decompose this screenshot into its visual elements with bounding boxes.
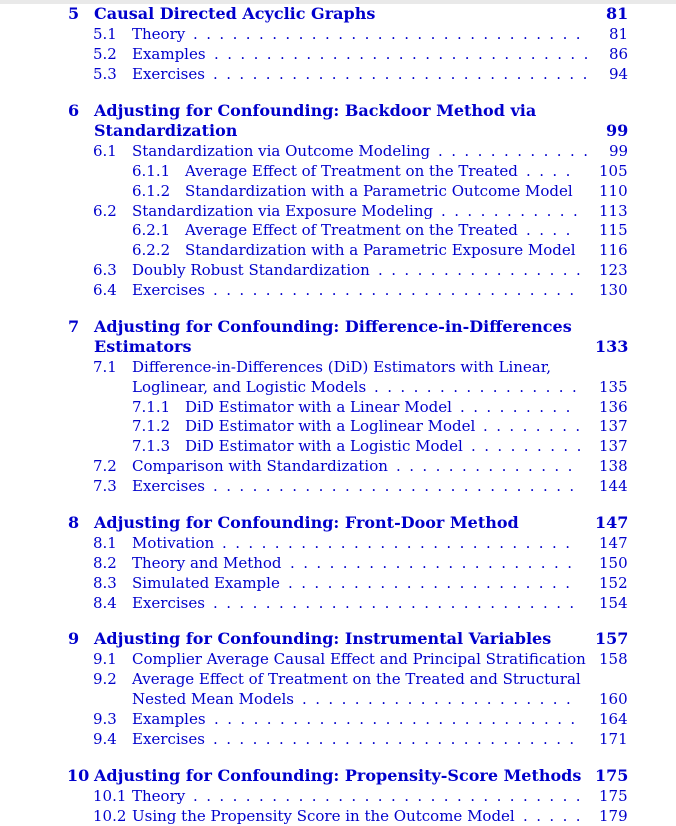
toc-section-entry[interactable] [0,377,676,397]
toc-chapter-entry[interactable] [0,766,676,786]
toc-chapter-entry[interactable] [0,337,676,357]
toc-entry-number: 7.2 [93,457,117,475]
toc-section-entry[interactable] [0,729,676,749]
toc-page-number: 115 [599,221,628,239]
toc-entry-title: Theory [132,787,186,805]
toc-page-number: 147 [599,534,628,552]
dot-leader: . . . . . . . . . . . . . . . . . . . . . . . . . . . . [213,730,575,748]
dot-leader: . . . . . . . . . . . . . . . . . . . . . . . . . . . . . . [193,25,581,43]
toc-page-number: 94 [609,65,629,83]
dot-leader: . . . . . . . . . . . . . . . . . . . . . . . . . . . . [214,710,576,728]
toc-entry-title: Average Effect of Treatment on the Treated [185,221,518,239]
toc-entry-number: 6 [68,101,80,120]
toc-entry-title: Doubly Robust Standardization [132,261,370,279]
toc-entry-title: Theory [132,25,186,43]
toc-entry-title: Examples [132,45,206,63]
toc-section-entry[interactable] [0,240,676,260]
toc-entry-title: Adjusting for Confounding: Instrumental Variables [94,629,552,648]
toc-chapter-entry[interactable] [0,121,676,141]
toc-entry-number: 10.1 [93,787,127,805]
toc-page-number: 147 [595,513,629,532]
toc-entry-number: 8.2 [93,554,117,572]
toc-entry-number: 6.2.2 [132,241,171,259]
toc-entry-number: 5.1 [93,25,117,43]
toc-page-number: 164 [599,710,628,728]
toc-section-entry[interactable] [0,806,676,826]
toc-section-entry[interactable] [0,44,676,64]
toc-page-number: 113 [599,202,628,220]
toc-entry-number: 7.3 [93,477,117,495]
toc-page-number: 133 [595,337,629,356]
toc-section-entry[interactable] [0,649,676,669]
toc-entry-number: 7.1.2 [132,417,171,435]
toc-entry-title: Complier Average Causal Effect and Principal Stratification [132,650,586,668]
toc-chapter-entry[interactable] [0,513,676,533]
dot-leader: . . . . . . . . . . . . . . . . . . . . . . . . . . . [222,534,570,552]
toc-page-number: 175 [599,787,628,805]
toc-entry-title: Adjusting for Confounding: Propensity-Score Methods [94,766,582,785]
dot-leader: . . . . . . . . . . . . . . . . . . . . . . . . . . . . . [214,45,589,63]
dot-leader: . . . . . . . . . . . . . . . . . . . . . . . . . . . . [213,477,575,495]
toc-entry-number: 6.2 [93,202,117,220]
toc-entry-number: 6.2.1 [132,221,171,239]
toc-page-number: 157 [595,629,629,648]
toc-entry-number: 6.1.2 [132,182,171,200]
toc-entry-title: Exercises [132,594,205,612]
toc-page-number: 144 [599,477,628,495]
toc-page-number: 158 [599,650,628,668]
toc-entry-title: Exercises [132,477,205,495]
toc-chapter-entry[interactable] [0,101,676,121]
toc-entry-title: DiD Estimator with a Linear Model [185,398,452,416]
toc-entry-title: Simulated Example [132,574,280,592]
toc-chapter-entry[interactable] [0,4,676,24]
dot-leader: . . . . . . . . . . . . . . . . . . . . . . [288,574,570,592]
toc-section-entry[interactable] [0,689,676,709]
toc-entry-title: Average Effect of Treatment on the Treated [185,162,518,180]
dot-leader: . . . . . . . . . . . [441,202,578,220]
dot-leader: . . . . . . . . . . . . [438,142,588,160]
toc-page-number: 154 [599,594,628,612]
toc-chapter-entry[interactable] [0,317,676,337]
toc-page-number: 175 [595,766,629,785]
toc-entry-number: 6.1.1 [132,162,171,180]
toc-entry-number: 8.3 [93,574,117,592]
toc-entry-title: Theory and Method [132,554,282,572]
toc-page-number: 179 [599,807,628,825]
toc-entry-number: 7.1 [93,358,117,376]
dot-leader [581,181,591,201]
dot-leader: . . . . [526,221,571,239]
toc-section-entry[interactable] [0,397,676,417]
toc-section-entry[interactable] [0,260,676,280]
toc-entry-title: Estimators [94,337,192,356]
toc-entry-number: 9.1 [93,650,117,668]
toc-entry-number: 5.2 [93,45,117,63]
dot-leader: . . . . . . . . . [460,398,571,416]
toc-section-entry[interactable] [0,573,676,593]
dot-leader: . . . . . . . . . . . . . . . . [374,378,577,396]
toc-section-entry[interactable] [0,553,676,573]
toc-entry-title: Exercises [132,65,205,83]
dot-leader: . . . . . . . . . . . . . . . . [378,261,581,279]
toc-page-number: 171 [599,730,628,748]
toc-entry-number: 7 [68,317,80,336]
toc-entry-title: Nested Mean Models [132,690,294,708]
toc-section-entry[interactable] [0,533,676,553]
toc-entry-title: Adjusting for Confounding: Backdoor Method via [94,101,537,120]
toc-section-entry[interactable] [0,416,676,436]
toc-section-entry[interactable] [0,786,676,806]
toc-section-entry[interactable] [0,436,676,456]
toc-section-entry[interactable] [0,24,676,44]
dot-leader: . . . . . [523,807,581,825]
toc-page-number: 105 [599,162,628,180]
toc-section-entry[interactable] [0,593,676,613]
toc-section-entry[interactable] [0,709,676,729]
toc-entry-title: Loglinear, and Logistic Models [132,378,367,396]
toc-page-number: 137 [599,417,628,435]
toc-page-number: 150 [599,554,628,572]
toc-section-entry[interactable] [0,181,676,201]
toc-page-number: 99 [609,142,629,160]
toc-entry-title: Standardization with a Parametric Exposure Model [185,241,576,259]
toc-section-entry[interactable] [0,220,676,240]
toc-entry-number: 9.2 [93,670,117,688]
toc-entry-number: 5 [68,4,80,23]
toc-entry-title: Standardization via Exposure Modeling [132,202,434,220]
toc-entry-number: 8 [68,513,80,532]
toc-entry-title: Causal Directed Acyclic Graphs [94,4,376,23]
toc-page-number: 99 [606,121,629,140]
toc-page-number: 86 [609,45,629,63]
toc-page-number: 81 [606,4,629,23]
toc-entry-title: Difference-in-Differences (DiD) Estimators with Linear, [132,358,552,376]
toc-section-entry[interactable] [0,456,676,476]
toc-entry-number: 9 [68,629,80,648]
toc-entry-title: Standardization [94,121,238,140]
dot-leader: . . . . . . . . . . . . . . [396,457,573,475]
toc-page-number: 138 [599,457,628,475]
toc-entry-title: Exercises [132,730,205,748]
toc-entry-title: Standardization via Outcome Modeling [132,142,431,160]
toc-section-entry[interactable] [0,64,676,84]
toc-section-entry[interactable] [0,161,676,181]
toc-entry-title: Exercises [132,281,205,299]
toc-page-number: 136 [599,398,628,416]
dot-leader: . . . . . . . . . [471,437,582,455]
toc-page-number: 137 [599,437,628,455]
toc-entry-title: Motivation [132,534,215,552]
dot-leader: . . . . . . . . . . . . . . . . . . . . . . . . . . . . [213,281,575,299]
dot-leader: . . . . [526,162,571,180]
toc-entry-number: 7.1.1 [132,398,171,416]
toc-section-entry[interactable] [0,201,676,221]
toc-entry-title: Adjusting for Confounding: Difference-in-Differences [94,317,572,336]
toc-entry-title: Standardization with a Parametric Outcome Model [185,182,573,200]
dot-leader: . . . . . . . . . . . . . . . . . . . . . [302,690,571,708]
toc-page-number: 116 [599,241,628,259]
toc-page-number: 135 [599,378,628,396]
toc-entry-number: 5.3 [93,65,117,83]
toc-section-entry[interactable] [0,141,676,161]
dot-leader: . . . . . . . . . . . . . . . . . . . . . . [290,554,572,572]
toc-entry-title: DiD Estimator with a Loglinear Model [185,417,476,435]
toc-page-number: 152 [599,574,628,592]
toc-entry-number: 8.4 [93,594,117,612]
toc-entry-title: Average Effect of Treatment on the Treated and Structural [132,670,581,688]
toc-section-entry[interactable] [0,357,676,377]
toc-page-number: 160 [599,690,628,708]
toc-entry-number: 10 [67,766,90,785]
toc-page-number: 130 [599,281,628,299]
toc-page-number: 81 [609,25,629,43]
toc-section-entry[interactable] [0,280,676,300]
toc-entry-number: 6.4 [93,281,117,299]
toc-entry-number: 7.1.3 [132,437,171,455]
toc-entry-title: Comparison with Standardization [132,457,388,475]
toc-entry-title: Adjusting for Confounding: Front-Door Method [94,513,519,532]
dot-leader: . . . . . . . . . . . . . . . . . . . . . . . . . . . . [213,594,575,612]
toc-entry-number: 10.2 [93,807,127,825]
toc-entry-number: 8.1 [93,534,117,552]
dot-leader [584,240,591,260]
toc-chapter-entry[interactable] [0,629,676,649]
toc-entry-number: 9.4 [93,730,117,748]
toc-entry-number: 6.1 [93,142,117,160]
toc-page-number: 123 [599,261,628,279]
dot-leader: . . . . . . . . . . . . . . . . . . . . . . . . . . . . . [213,65,588,83]
toc-entry-title: Using the Propensity Score in the Outcome Model [132,807,515,825]
toc-entry-title: Examples [132,710,206,728]
toc-section-entry[interactable] [0,476,676,496]
toc-page-number: 110 [599,182,628,200]
dot-leader: . . . . . . . . [483,417,581,435]
toc-entry-title: DiD Estimator with a Logistic Model [185,437,463,455]
dot-leader: . . . . . . . . . . . . . . . . . . . . . . . . . . . . . . [193,787,581,805]
toc-section-entry[interactable] [0,669,676,689]
toc-entry-number: 9.3 [93,710,117,728]
toc-entry-number: 6.3 [93,261,117,279]
